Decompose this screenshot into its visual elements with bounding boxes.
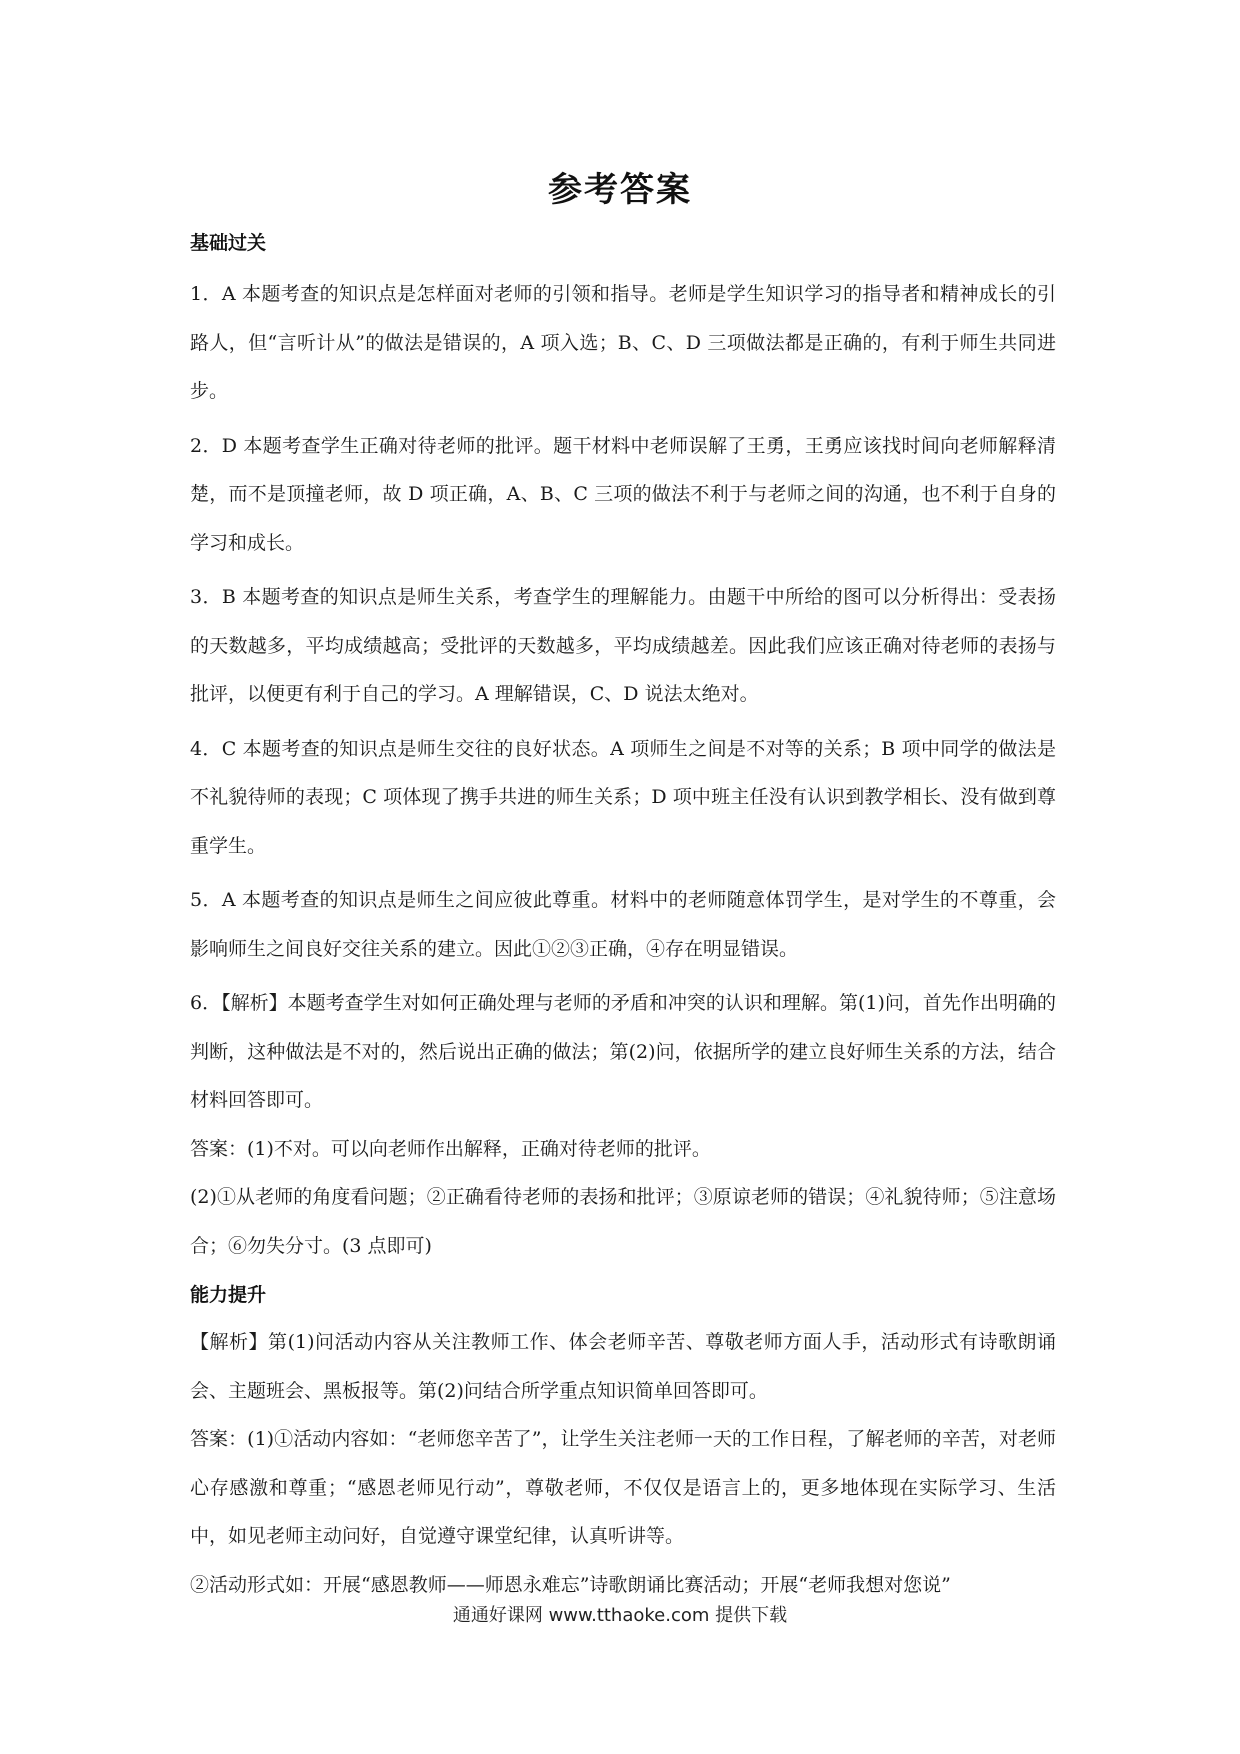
answer-paragraph: 3．B 本题考查的知识点是师生关系，考查学生的理解能力。由题干中所给的图可以分析得出：受表扬的天数越多，平均成绩越高；受批评的天数越多，平均成绩越差。因此我们应该正确对待老师的表扬与批评，以便更有利于自己的学习。A 理解错误，C、D 说法太绝对。 bbox=[190, 586, 1056, 705]
answer-paragraph: ②活动形式如：开展“感恩教师——师恩永难忘”诗歌朗诵比赛活动；开展“老师我想对您说” bbox=[190, 1573, 951, 1596]
answer-paragraph: 5．A 本题考查的知识点是师生之间应彼此尊重。材料中的老师随意体罚学生，是对学生的不尊重，会影响师生之间良好交往关系的建立。因此①②③正确，④存在明显错误。 bbox=[190, 889, 1056, 960]
answer-paragraph: 1．A 本题考查的知识点是怎样面对老师的引领和指导。老师是学生知识学习的指导者和精神成长的引路人，但“言听计从”的做法是错误的，A 项入选；B、C、D 三项做法都是正确的，有利于师生共同进步。 bbox=[190, 283, 1056, 402]
answer-paragraph: 6．【解析】本题考查学生对如何正确处理与老师的矛盾和冲突的认识和理解。第(1)问，首先作出明确的判断，这种做法是不对的，然后说出正确的做法；第(2)问，依据所学的建立良好师生关系的方法，结合材料回答即可。 bbox=[190, 992, 1056, 1111]
page-title: 参考答案 bbox=[548, 170, 692, 210]
answer-paragraph: 2．D 本题考查学生正确对待老师的批评。题干材料中老师误解了王勇，王勇应该找时间向老师解释清楚，而不是顶撞老师，故 D 项正确，A、B、C 三项的做法不利于与老师之间的沟通，也不利于自身的学习和成长。 bbox=[190, 434, 1056, 554]
answer-paragraph: (2)①从老师的角度看问题；②正确看待老师的表扬和批评；③原谅老师的错误；④礼貌待师；⑤注意场合；⑥勿失分寸。(3 点即可) bbox=[190, 1186, 1056, 1257]
answer-paragraph: 答案：(1)不对。可以向老师作出解释，正确对待老师的批评。 bbox=[190, 1137, 711, 1160]
document-body bbox=[190, 228, 1056, 1609]
section-heading-advanced: 能力提升 bbox=[190, 1284, 267, 1306]
answer-paragraph: 4．C 本题考查的知识点是师生交往的良好状态。A 项师生之间是不对等的关系；B 项中同学的做法是不礼貌待师的表现；C 项体现了携手共进的师生关系；D 项中班主任没有认识到教学相长、没有做到尊重学生。 bbox=[190, 737, 1056, 857]
page-footer: 通通好课网 www.tthaoke.com 提供下载 bbox=[452, 1605, 788, 1626]
answer-paragraph: 答案：(1)①活动内容如：“老师您辛苦了”，让学生关注老师一天的工作日程，了解老师的辛苦，对老师心存感激和尊重；“感恩老师见行动”，尊敬老师，不仅仅是语言上的，更多地体现在实际学习、生活中，如见老师主动问好，自觉遵守课堂纪律，认真听讲等。 bbox=[190, 1428, 1056, 1547]
section-heading-basic: 基础过关 bbox=[190, 232, 267, 254]
answer-paragraph: 【解析】第(1)问活动内容从关注教师工作、体会老师辛苦、尊敬老师方面人手，活动形式有诗歌朗诵会、主题班会、黑板报等。第(2)问结合所学重点知识简单回答即可。 bbox=[190, 1331, 1056, 1402]
